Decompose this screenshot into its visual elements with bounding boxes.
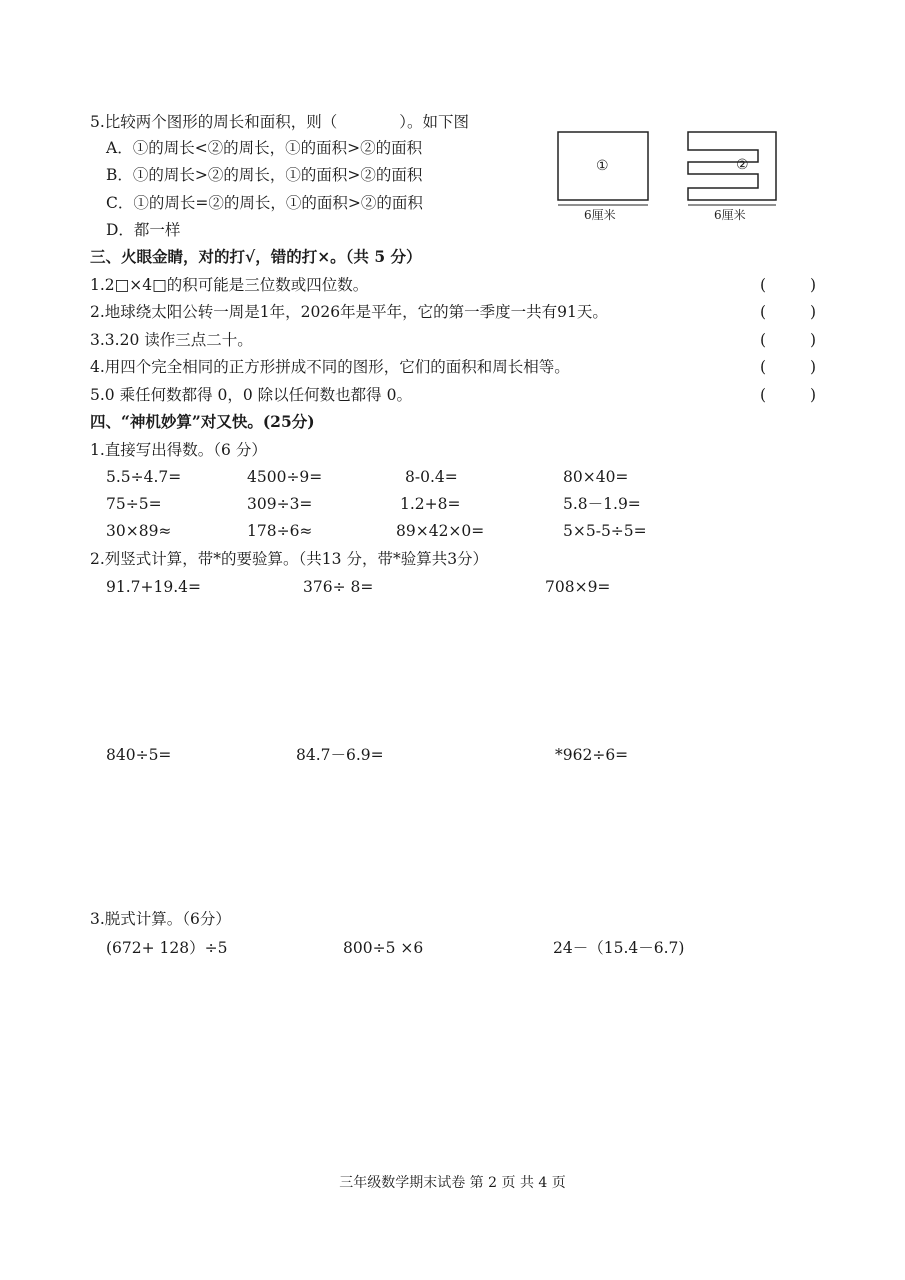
shape2-label: ② xyxy=(736,157,749,173)
q5-stem: 5.比较两个图形的周长和面积，则（ ）。如下图 xyxy=(90,113,470,131)
shape2-dimension: 6厘米 xyxy=(714,208,746,222)
step-calc-item: (672+ 128）÷5 xyxy=(106,939,228,957)
mental-math-item: 80×40= xyxy=(563,468,629,486)
judge-item-2: 2.地球绕太阳公转一周是1年，2026年是平年，它的第一季度一共有91天。 xyxy=(90,303,608,321)
section4-heading: 四、“神机妙算”对又快。(25分) xyxy=(90,412,315,431)
mental-math-item: 178÷6≈ xyxy=(247,522,313,540)
mental-math-item: 5.8－1.9= xyxy=(563,495,641,513)
judge-item-4: 4.用四个完全相同的正方形拼成不同的图形，它们的面积和周长相等。 xyxy=(90,358,570,376)
mental-math-item: 1.2+8= xyxy=(400,495,461,513)
vertical-calc-item: 84.7－6.9= xyxy=(296,746,384,764)
q5-option-c: C．①的周长=②的周长，①的面积>②的面积 xyxy=(106,194,423,212)
page-footer: 三年级数学期末试卷 第 2 页 共 4 页 xyxy=(339,1175,566,1191)
vertical-calc-item: 91.7+19.4= xyxy=(106,578,201,596)
vertical-calc-item: 708×9= xyxy=(545,578,611,596)
mental-math-item: 5×5-5÷5= xyxy=(563,522,647,540)
part2-title: 2.列竖式计算，带*的要验算。（共13 分，带*验算共3分） xyxy=(90,550,489,568)
shape1-label: ① xyxy=(596,158,609,174)
q5-option-d: D．都一样 xyxy=(106,221,181,239)
shape2-outline xyxy=(688,132,776,200)
q5-figure xyxy=(554,122,784,226)
mental-math-item: 30×89≈ xyxy=(106,522,172,540)
vertical-calc-item: 840÷5= xyxy=(106,746,172,764)
part1-title: 1.直接写出得数。（6 分） xyxy=(90,441,267,459)
vertical-calc-item: *962÷6= xyxy=(555,746,629,764)
judge-item-3: 3.3.20 读作三点二十。 xyxy=(90,331,253,349)
part3-title: 3.脱式计算。（6分） xyxy=(90,910,231,928)
mental-math-item: 309÷3= xyxy=(247,495,313,513)
mental-math-item: 4500÷9= xyxy=(247,468,323,486)
q5-option-b: B．①的周长>②的周长，①的面积>②的面积 xyxy=(106,166,423,184)
mental-math-item: 5.5÷4.7= xyxy=(106,468,182,486)
q5-option-a: A．①的周长<②的周长，①的面积>②的面积 xyxy=(106,139,423,157)
shape1-dimension: 6厘米 xyxy=(584,208,616,222)
judge-item-1: 1.2□×4□的积可能是三位数或四位数。 xyxy=(90,276,369,294)
mental-math-item: 89×42×0= xyxy=(396,522,485,540)
step-calc-item: 24－（15.4－6.7) xyxy=(553,939,685,957)
judge-item-5: 5.0 乘任何数都得 0，0 除以任何数也都得 0。 xyxy=(90,386,412,404)
step-calc-item: 800÷5 ×6 xyxy=(343,939,424,957)
section3-heading: 三、火眼金睛，对的打√，错的打×。（共 5 分） xyxy=(90,247,422,266)
mental-math-item: 75÷5= xyxy=(106,495,162,513)
mental-math-item: 8-0.4= xyxy=(405,468,458,486)
vertical-calc-item: 376÷ 8= xyxy=(303,578,374,596)
